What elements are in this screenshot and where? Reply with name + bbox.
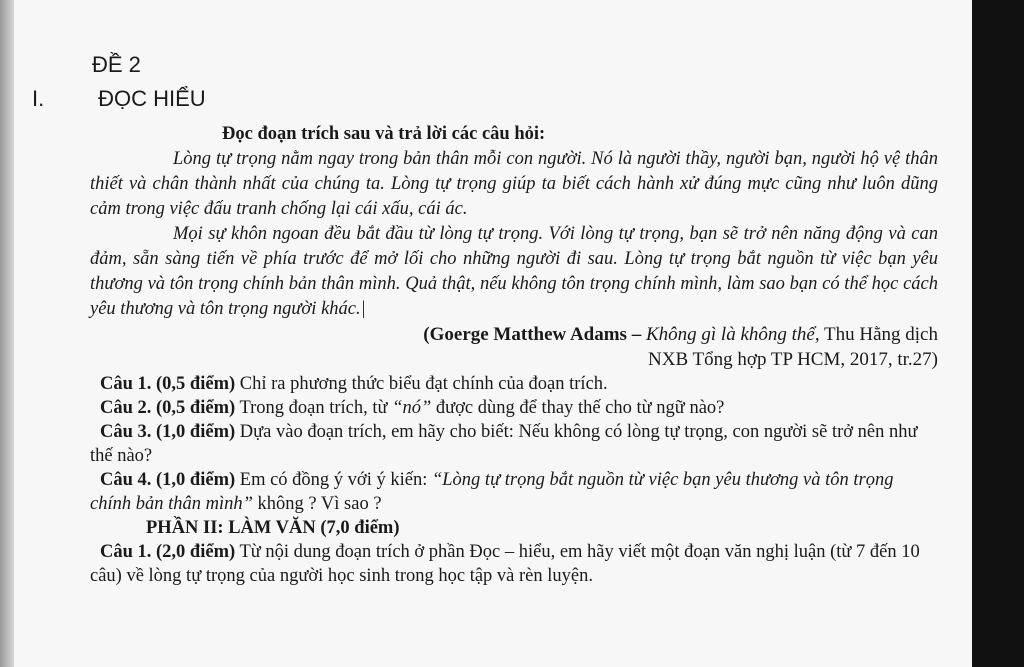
question-2-text-b: được dùng để thay thế cho từ ngữ nào? xyxy=(431,398,725,418)
right-dark-bar xyxy=(972,0,1024,667)
citation-author: (Goerge Matthew Adams – xyxy=(423,324,642,345)
question-2-quote: “nó” xyxy=(392,398,432,418)
citation xyxy=(90,322,938,372)
question-1 xyxy=(90,372,938,396)
question-4-quote: “Lòng tự trọng bắt nguồn từ việc bạn yêu thương và tôn trọng chính bản thân mình” xyxy=(90,470,894,514)
question-4-label: Câu 4. (1,0 điểm) xyxy=(100,470,236,490)
question-4 xyxy=(90,468,938,516)
section-title: ĐỌC HIỂU xyxy=(98,86,206,111)
passage-intro: Đọc đoạn trích sau và trả lời các câu hỏi: xyxy=(222,124,546,144)
part-2-question-1-text: Từ nội dung đoạn trích ở phần Đọc – hiểu, em hãy viết một đoạn văn nghị luận (từ 7 đến 10 câu) về lòng tự trọng của người học sinh trong học tập và rèn luyện. xyxy=(90,542,920,586)
exam-title: ĐỀ 2 xyxy=(92,52,141,77)
question-3 xyxy=(90,420,938,468)
question-2-text-a: Trong đoạn trích, từ xyxy=(235,398,393,418)
question-4-text-b: không ? Vì sao ? xyxy=(252,494,382,514)
passage-paragraph-2: Mọi sự khôn ngoan đều bắt đầu từ lòng tự trọng. Với lòng tự trọng, bạn sẽ trở nên năng động và can đảm, sẵn sàng tiến về phía trước để mở lối cho những người đi sau. Lòng tự trọng bắt nguồn từ việc bạn yêu thương và tôn trọng chính bản thân mình. Quả thật, nếu không tôn trọng chính mình, làm sao bạn có thể học cách yêu thương và tôn trọng người khác.| xyxy=(90,224,938,319)
left-edge-strip xyxy=(0,0,14,667)
part-2-question-1-label: Câu 1. (2,0 điểm) xyxy=(100,542,236,562)
part-2-title: PHẦN II: LÀM VĂN (7,0 điểm) xyxy=(146,518,400,538)
question-2 xyxy=(90,396,938,420)
section-number: I. xyxy=(32,86,45,111)
passage-paragraph-1: Lòng tự trọng nằm ngay trong bản thân mỗi con người. Nó là người thầy, người bạn, người hộ vệ thân thiết và chân thành nhất của chúng ta. Lòng tự trọng giúp ta biết cách hành xử đúng mực cũng như luôn dũng cảm trong việc đấu tranh chống lại cái xấu, cái ác. xyxy=(90,149,938,219)
passage-block xyxy=(90,122,938,588)
question-2-label: Câu 2. (0,5 điểm) xyxy=(100,398,236,418)
question-1-label: Câu 1. (0,5 điểm) xyxy=(100,374,236,394)
question-3-text: Dựa vào đoạn trích, em hãy cho biết: Nếu không có lòng tự trọng, con người sẽ trở nên như thế nào? xyxy=(90,422,918,466)
questions-block xyxy=(90,372,938,588)
question-3-label: Câu 3. (1,0 điểm) xyxy=(100,422,236,442)
part-2-question-1 xyxy=(90,540,938,588)
document-page xyxy=(14,0,972,667)
citation-publisher: NXB Tổng hợp TP HCM, 2017, tr.27) xyxy=(648,349,938,370)
question-1-text: Chỉ ra phương thức biểu đạt chính của đoạn trích. xyxy=(235,374,608,394)
citation-book: Không gì là không thể xyxy=(645,324,815,345)
section-heading xyxy=(32,86,206,112)
citation-translator: , Thu Hằng dịch xyxy=(814,324,938,345)
question-4-text-a: Em có đồng ý với ý kiến: xyxy=(235,470,432,490)
